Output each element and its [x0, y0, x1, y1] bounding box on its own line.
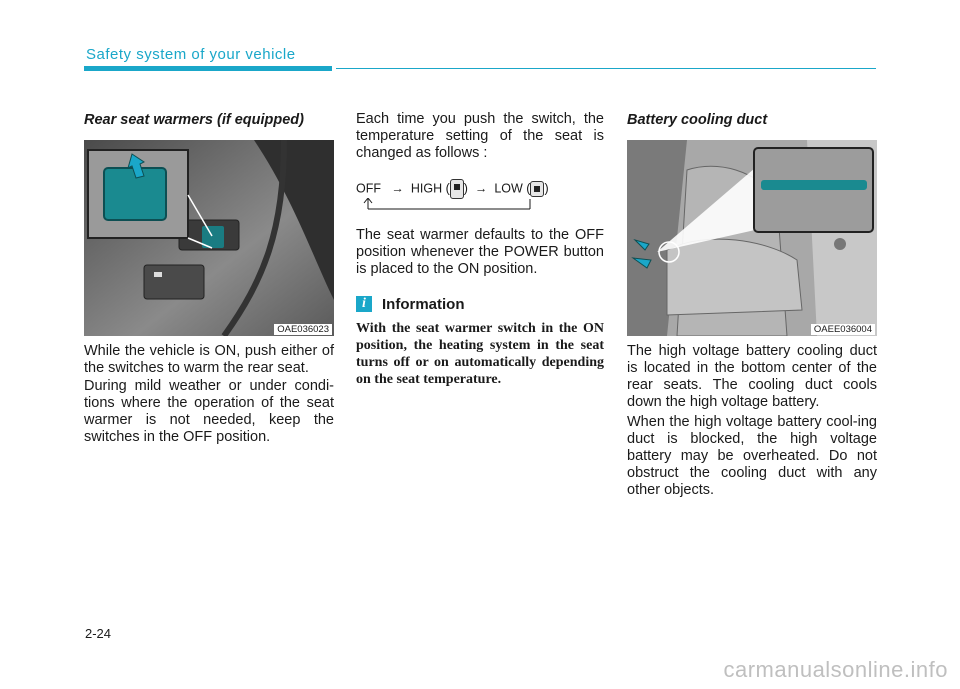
- header-rule-thin: [336, 68, 876, 69]
- information-body: With the seat warmer switch in the ON position, the heating system in the seat turns off or on automatically depending on the seat temperature.: [356, 321, 604, 387]
- image-caption: OAEE036004: [811, 324, 875, 335]
- return-arrow-icon: [362, 198, 534, 212]
- battery-cooling-duct-heading: Battery cooling duct: [627, 112, 768, 128]
- watermark[interactable]: carmanualsonline.info: [723, 657, 948, 682]
- seat-warmer-switch-illustration: [84, 140, 334, 336]
- sequence-off: OFF: [356, 181, 381, 196]
- left-paragraph-2: During mild weather or under condi-tions where the operation of the seat warmer is not needed, keep the switches in the OFF position.: [84, 378, 334, 445]
- page-number: 2-24: [85, 626, 112, 641]
- image-caption: OAE036023: [274, 324, 332, 335]
- sequence-low: LOW: [494, 181, 523, 196]
- temperature-sequence: OFF → HIGH ( ) → LOW ( ): [356, 179, 604, 199]
- left-paragraph-1: While the vehicle is ON, push either of the switches to warm the rear seat.: [84, 343, 334, 376]
- battery-cooling-duct-photo: [627, 140, 877, 336]
- sequence-arrow-2: →: [474, 181, 488, 196]
- section-title: Safety system of your vehicle: [86, 46, 296, 63]
- sequence-high: HIGH: [410, 181, 443, 196]
- sequence-arrow: →: [391, 181, 404, 196]
- seat-heat-low-icon: [530, 181, 544, 197]
- seat-heat-high-icon: [450, 179, 464, 199]
- rear-seat-duct-illustration: [627, 140, 877, 336]
- information-title: Information: [382, 296, 465, 313]
- right-paragraph-2: When the high voltage battery cool-ing duct is blocked, the high voltage battery may be overheated. Do not obstruct the cooling duct with any other objects.: [627, 414, 877, 498]
- middle-paragraph-1: Each time you push the switch, the temperature setting of the seat is changed as follows :: [356, 111, 604, 161]
- right-paragraph-1: The high voltage battery cooling duct is located in the bottom center of the rear seats. The cooling duct cools down the high voltage battery.: [627, 343, 877, 410]
- header-rule-thick: [84, 66, 332, 71]
- rear-seat-warmers-heading: Rear seat warmers (if equipped): [84, 112, 304, 128]
- middle-paragraph-2: The seat warmer defaults to the OFF position whenever the POWER button is placed to the ON position.: [356, 227, 604, 277]
- seat-warmer-switch-photo: [84, 140, 334, 336]
- information-icon: i: [356, 296, 372, 312]
